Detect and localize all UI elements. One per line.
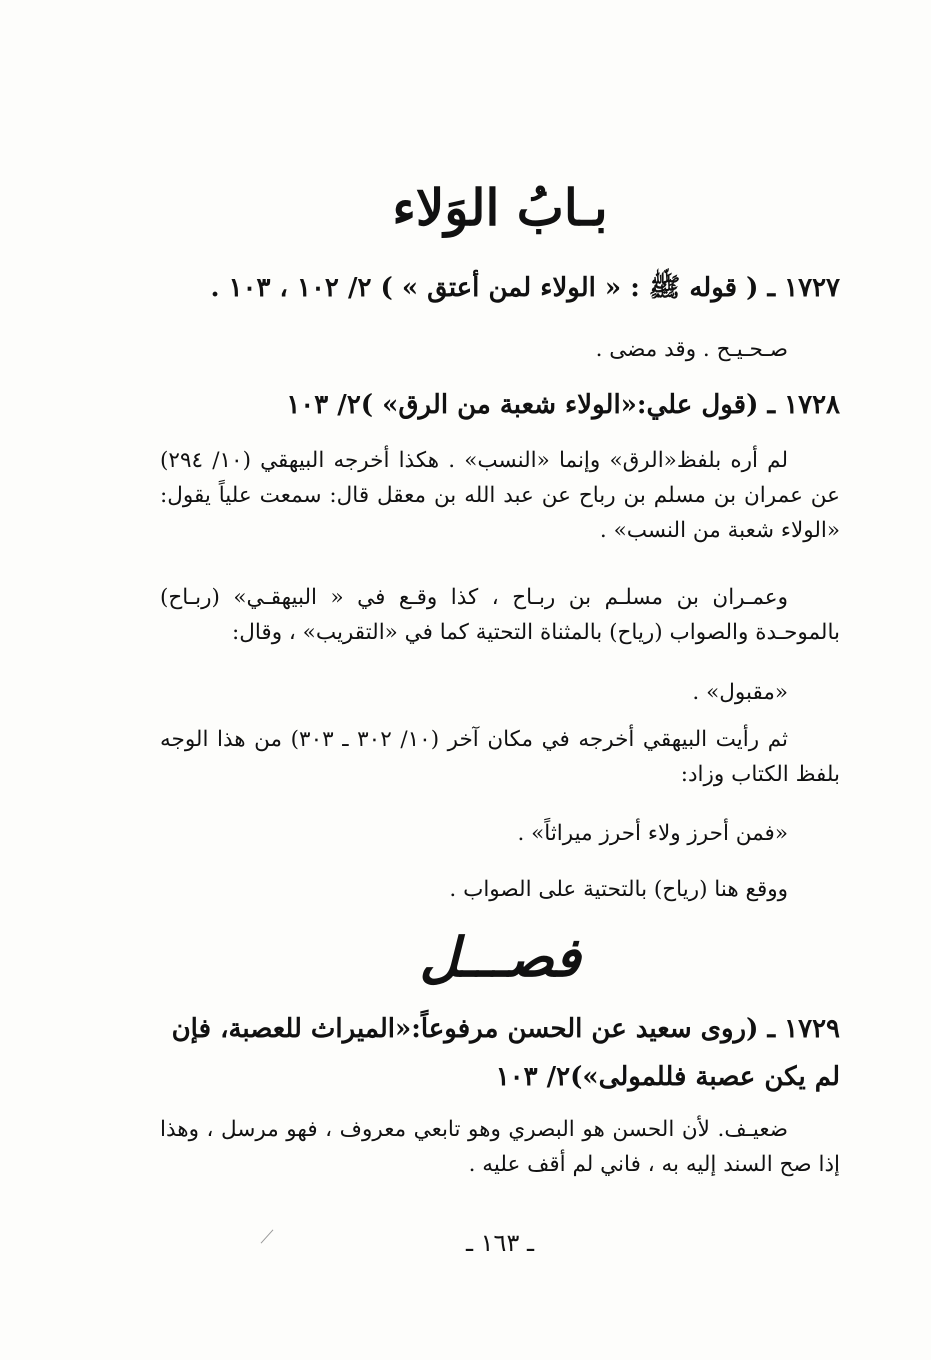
chapter-title: بـابُ الوَلاء — [392, 178, 608, 237]
document-page — [160, 0, 840, 1360]
paragraph: وعمـران بن مسلـم بن ربـاح ، كذا وقـع في « البيهقـي» (ربـاح) بالموحـدة والصواب (رياح) بالمثناة التحتية كما في «التقريب» ، وقال: — [160, 585, 840, 645]
entry-text-1728-p1 — [160, 443, 840, 548]
paragraph: ضعيـف. لأن الحسن هو البصري وهو تابعي معروف ، فهو مرسل ، وهذا إذا صح السند إليه به ، فاني لم أقف عليه . — [160, 1117, 840, 1177]
entry-text-1729 — [160, 1112, 840, 1182]
entry-text-1728-p5 — [160, 816, 840, 851]
paragraph: «فمن أحرز ولاء أحرز ميراثاً» . — [517, 821, 788, 846]
paragraph: صـحـيـح . وقد مضى . — [595, 337, 788, 362]
page-number: ـ ١٦٣ ـ — [465, 1229, 534, 1257]
paragraph: ثم رأيت البيهقي أخرجه في مكان آخر (١٠/ ٣٠٢ ـ ٣٠٣) من هذا الوجه بلفظ الكتاب وزاد: — [160, 727, 840, 787]
entry-text-1727 — [160, 332, 840, 367]
paragraph: لم أره بلفظ«الرق» وإنما «النسب» . هكذا أخرجه البيهقي (١٠/ ٢٩٤) عن عمران بن مسلم بن رباح عن عبد الله بن معقل قال: سمعت علياً يقول: «الولاء شعبة من النسب» . — [160, 448, 840, 543]
entry-heading-1729: ١٧٢٩ ـ (روى سعيد عن الحسن مرفوعاً:«الميراث للعصبة، فإن لم يكن عصبة فللمولى»)٢/ ١٠٣ — [171, 1014, 840, 1092]
paragraph: «مقبول» . — [692, 680, 788, 705]
entry-heading-1728: ١٧٢٨ ـ (قول علي:«الولاء شعبة من الرق» )٢/ ١٠٣ — [286, 390, 840, 420]
entry-heading-1727: ١٧٢٧ ـ ( قوله ﷺ : « الولاء لمن أعتق » ) ٢/ ١٠٢ ، ١٠٣ . — [210, 273, 840, 303]
entry-text-1728-p3 — [160, 675, 840, 710]
entry-text-1728-p2 — [160, 580, 840, 650]
entry-text-1728-p4 — [160, 722, 840, 792]
section-title: فصـــل — [419, 925, 581, 989]
entry-text-1728-p6 — [160, 872, 840, 907]
paragraph: ووقع هنا (رياح) بالتحتية على الصواب . — [449, 877, 788, 902]
